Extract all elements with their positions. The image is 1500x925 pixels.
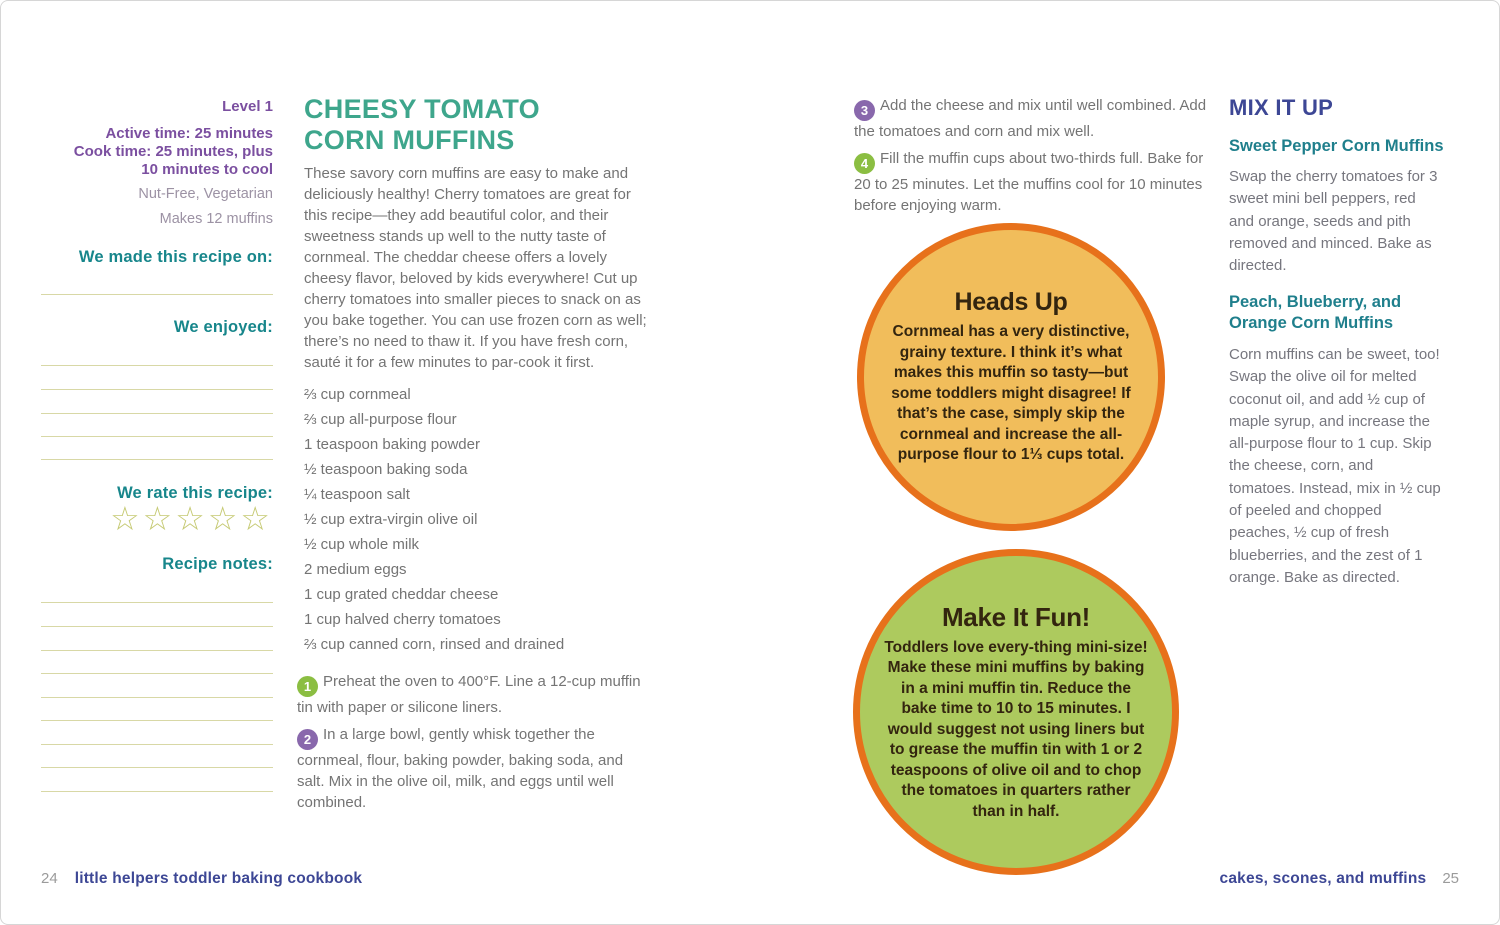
made-on-label: We made this recipe on: — [78, 248, 273, 266]
left-page-number: 24 — [41, 870, 58, 887]
notes-writing-line — [41, 626, 273, 627]
dietary-tags: Nut-Free, Vegetarian — [138, 186, 273, 202]
enjoyed-writing-line — [41, 413, 273, 414]
ingredient-list — [304, 382, 656, 657]
cook-time-cont: 10 minutes to cool — [141, 161, 273, 178]
step-4 — [854, 148, 1216, 216]
recipe-title-line1: CHEESY TOMATO — [304, 94, 540, 124]
mix-it-up-heading: MIX IT UP — [1229, 95, 1334, 120]
notes-writing-line — [41, 791, 273, 792]
variation-1-name: Sweet Pepper Corn Muffins — [1229, 137, 1444, 155]
enjoyed-writing-line — [41, 436, 273, 437]
right-page-number: 25 — [1442, 870, 1459, 887]
variation-2-name-line1: Peach, Blueberry, and — [1229, 293, 1402, 311]
variation-1-text: Swap the cherry tomatoes for 3 sweet mini bell peppers, red and orange, seeds and pith removed and minced. Bake as directed. — [1229, 168, 1438, 275]
step-number-badge: 3 — [854, 100, 875, 121]
step-1 — [297, 671, 645, 718]
ingredient-item: 1 cup grated cheddar cheese — [304, 586, 499, 603]
heads-up-text: Cornmeal has a very distinctive, grainy texture. I think it’s what makes this muffin so tasty—but some toddlers might disagree! If that’s the case, simply skip the cornmeal and increase the all-purpose flour to 1⅓ cups total. — [891, 323, 1131, 464]
enjoyed-writing-line — [41, 389, 273, 390]
cook-time: Cook time: 25 minutes, plus — [73, 143, 273, 160]
ingredient-item: ½ teaspoon baking soda — [304, 461, 468, 478]
left-footer-title: little helpers toddler baking cookbook — [74, 870, 363, 887]
notes-writing-line — [41, 602, 273, 603]
left-footer — [41, 870, 362, 888]
variation-2-text: Corn muffins can be sweet, too! Swap the olive oil for melted coconut oil, and add ½ cup of maple syrup, and increase the all-purpose flour to 1 cup. Skip the cheese, corn, and tomatoes. Instead, mix in ½ cup of peeled and chopped peaches, ½ cup of fresh blueberries, and the zest of 1 orange. Bake as directed. — [1229, 346, 1441, 586]
enjoyed-label: We enjoyed: — [173, 318, 273, 336]
ingredient-item: ¼ teaspoon salt — [304, 486, 410, 503]
recipe-title-line2: CORN MUFFINS — [304, 125, 515, 155]
enjoyed-writing-line — [41, 365, 273, 366]
notes-writing-line — [41, 744, 273, 745]
made-on-writing-line — [41, 294, 273, 295]
rate-label: We rate this recipe: — [117, 484, 273, 502]
rating-stars: ☆☆☆☆☆ — [110, 499, 273, 538]
make-it-fun-callout — [853, 549, 1179, 875]
notes-writing-line — [41, 650, 273, 651]
notes-writing-line — [41, 673, 273, 674]
notes-writing-line — [41, 767, 273, 768]
step-number-badge: 2 — [297, 729, 318, 750]
ingredient-item: ⅔ cup cornmeal — [304, 386, 411, 403]
recipe-level: Level 1 — [222, 98, 273, 115]
step-text: Preheat the oven to 400°F. Line a 12-cup muffin tin with paper or silicone liners. — [297, 673, 641, 716]
step-2 — [297, 724, 645, 813]
variation-2-name — [1229, 292, 1449, 334]
ingredient-item: ½ cup whole milk — [304, 536, 420, 553]
step-number-badge: 1 — [297, 676, 318, 697]
ingredient-item: 2 medium eggs — [304, 561, 407, 578]
notes-writing-line — [41, 697, 273, 698]
ingredient-item: ⅔ cup canned corn, rinsed and drained — [304, 636, 565, 653]
ingredient-item: ½ cup extra-virgin olive oil — [304, 511, 478, 528]
variation-2-name-line2: Orange Corn Muffins — [1229, 314, 1394, 332]
step-3 — [854, 95, 1212, 142]
make-it-fun-title: Make It Fun! — [941, 601, 1091, 632]
heads-up-callout — [857, 223, 1165, 531]
enjoyed-writing-line — [41, 459, 273, 460]
recipe-title — [304, 94, 664, 156]
recipe-yield: Makes 12 muffins — [159, 211, 273, 227]
make-it-fun-text: Toddlers love every-thing mini-size! Make these mini muffins by baking in a mini muffin tin. Reduce the bake time to 10 to 15 minutes. I would suggest not using liners but to grease the muffin tin with 1 or 2 teaspoons of olive oil and to chop the tomatoes in quarters rather than in half. — [884, 638, 1148, 820]
right-footer — [1220, 870, 1459, 888]
step-number-badge: 4 — [854, 153, 875, 174]
ingredient-item: 1 cup halved cherry tomatoes — [304, 611, 501, 628]
notes-label: Recipe notes: — [162, 555, 273, 573]
active-time: Active time: 25 minutes — [105, 125, 273, 142]
step-text: In a large bowl, gently whisk together the cornmeal, flour, baking powder, baking soda, and salt. Mix in the olive oil, milk, and eggs until well combined. — [297, 726, 624, 811]
notes-writing-line — [41, 720, 273, 721]
right-footer-title: cakes, scones, and muffins — [1219, 870, 1427, 887]
ingredient-item: ⅔ cup all-purpose flour — [304, 411, 457, 428]
step-text: Fill the muffin cups about two-thirds full. Bake for 20 to 25 minutes. Let the muffins cool for 10 minutes before enjoying warm. — [854, 150, 1204, 214]
heads-up-title: Heads Up — [954, 288, 1068, 317]
step-text: Add the cheese and mix until well combined. Add the tomatoes and corn and mix well. — [854, 97, 1207, 140]
recipe-intro: These savory corn muffins are easy to make and deliciously healthy! Cherry tomatoes are great for this recipe—they add beautiful color, and their sweetness stands up well to the nutty taste of cornmeal. The cheddar cheese offers a lovely cheesy flavor, beloved by kids everywhere! Cut up cherry tomatoes into smaller pieces to snack on as you bake together. You can use frozen corn as well; there’s no need to thaw it. If you have fresh corn, sauté it for a few minutes to par-cook it first. — [304, 165, 647, 371]
ingredient-item: 1 teaspoon baking powder — [304, 436, 480, 453]
